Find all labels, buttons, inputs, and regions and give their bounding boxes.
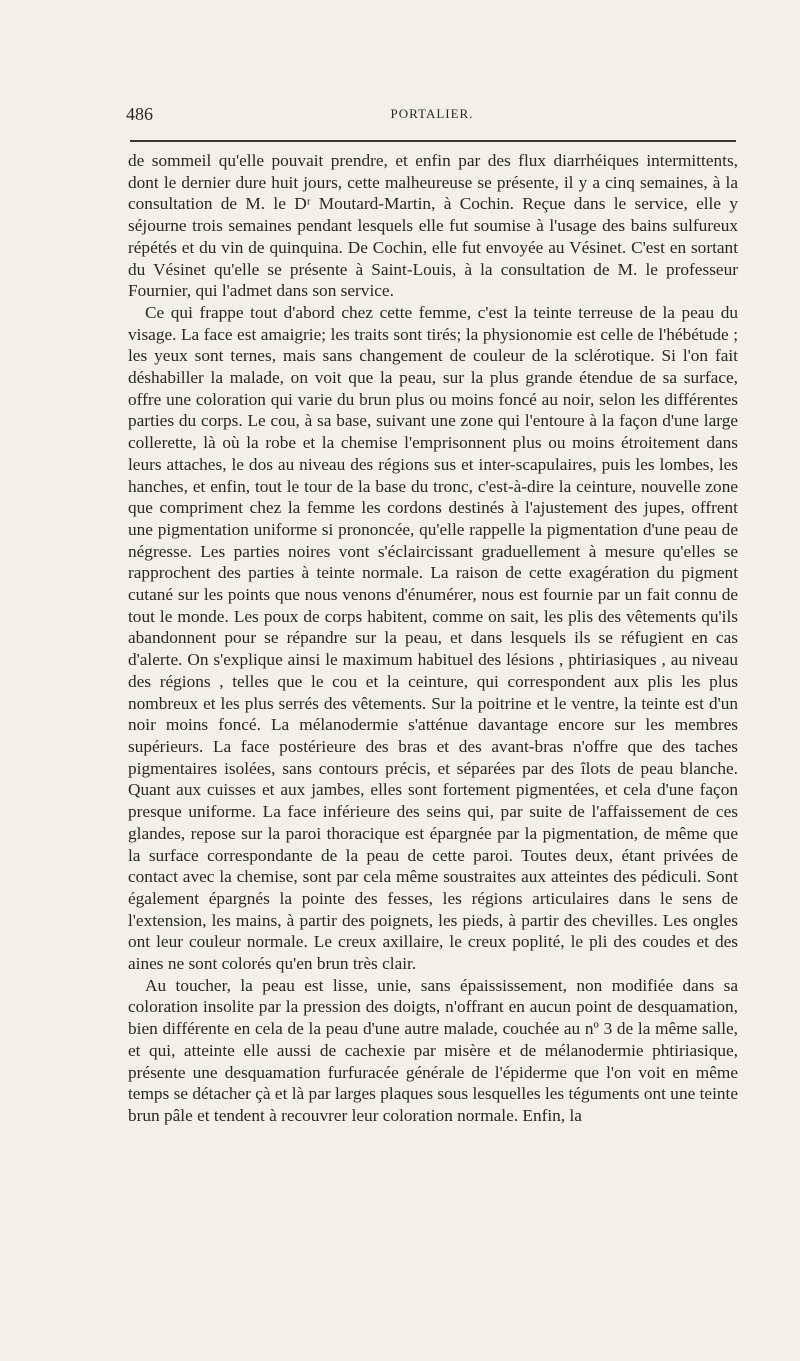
paragraph: de sommeil qu'elle pouvait prendre, et enfin par des flux diarrhéiques intermittents, dont le dernier dure huit jours, cette malheureuse se présente, il y a cinq semaines, à la consultation de M. le Dʳ Moutard-Martin, à Cochin. Reçue dans le service, elle y séjourne trois semaines pendant lesquels elle fut soumise à l'usage des bains sulfureux répétés et du vin de quinquina. De Cochin, elle fut envoyée au Vésinet. C'est en sortant du Vésinet qu'elle se présente à Saint-Louis, à la consultation de M. le professeur Fournier, qui l'admet dans son service. bbox=[128, 151, 738, 301]
paragraph: Ce qui frappe tout d'abord chez cette femme, c'est la teinte terreuse de la peau du visage. La face est amaigrie; les traits sont tirés; la physionomie est celle de l'hébétude ; les yeux sont ternes, mais sans changement de couleur de la sclérotique. Si l'on fait déshabiller la malade, on voit que la peau, sur la plus grande étendue de sa surface, offre une coloration qui varie du brun plus ou moins foncé au noir, selon les différentes parties du corps. Le cou, à sa base, suivant une zone qui l'entoure à la façon d'une large collerette, là où la robe et la chemise l'emprisonnent plus ou moins étroitement dans leurs attaches, le dos au niveau des régions sus et inter-scapulaires, puis les lombes, les hanches, et enfin, tout le tour de la base du tronc, c'est-à-dire la ceinture, nouvelle zone que compriment chez la femme les cordons destinés à l'ajustement des jupes, offrent une pigmentation uniforme si prononcée, qu'elle rappelle la pigmentation d'une peau de négresse. Les parties noires vont s'éclaircissant graduellement à mesure qu'elles se rapprochent des parties à teinte normale. La raison de cette exagération du pigment cutané sur les points que nous venons d'énumérer, nous est fournie par un fait connu de tout le monde. Les poux de corps habitent, comme on sait, les plis des vêtements qu'ils abandonnent pour se répandre sur la peau, et dans lesquels ils se réfugient en cas d'alerte. On s'explique ainsi le maximum habituel des lésions , phtiriasiques , au niveau des régions , telles que le cou et la ceinture, qui correspondent aux plis les plus nombreux et les plus serrés des vêtements. Sur la poitrine et le ventre, la teinte est d'un noir moins foncé. La mélanodermie s'atténue davantage encore sur les membres supérieurs. La face postérieure des bras et des avant-bras n'offre que des taches pigmentaires isolées, sans contours précis, et séparées par des îlots de peau blanche. Quant aux cuisses et aux jambes, elles sont fortement pigmentées, et cela d'une façon presque uniforme. La face inférieure des seins qui, par suite de l'affaissement de ces glandes, repose sur la paroi thoracique est épargnée par la pigmentation, de même que la surface correspondante de la peau de cette paroi. Toutes deux, étant privées de contact avec la chemise, sont par cela même soustraites aux atteintes des pédiculi. Sont également épargnés la pointe des fesses, les régions articulaires dans le sens de l'extension, les mains, à partir des poignets, les pieds, à partir des chevilles. Les ongles ont leur couleur normale. Le creux axillaire, le creux poplité, le pli des coudes et des aines ne sont colorés qu'en brun très clair. bbox=[128, 302, 738, 974]
page-header bbox=[126, 103, 738, 127]
running-head: PORTALIER. bbox=[390, 106, 474, 121]
body-text bbox=[128, 150, 738, 1127]
header-rule bbox=[130, 140, 736, 142]
paragraph: Au toucher, la peau est lisse, unie, sans épaississement, non modifiée dans sa coloration insolite par la pression des doigts, n'offrant en aucun point de desquamation, bien différente en cela de la peau d'une autre malade, couchée au nº 3 de la même salle, et qui, atteinte elle aussi de cachexie par misère et de mélanodermie phtiriasique, présente une desquamation furfuracée générale de l'épiderme que l'on voit en même temps se détacher çà et là par larges plaques sous lesquelles les téguments ont une teinte brun pâle et tendent à recouvrer leur coloration normale. Enfin, la bbox=[128, 975, 738, 1125]
page-number: 486 bbox=[126, 104, 153, 124]
